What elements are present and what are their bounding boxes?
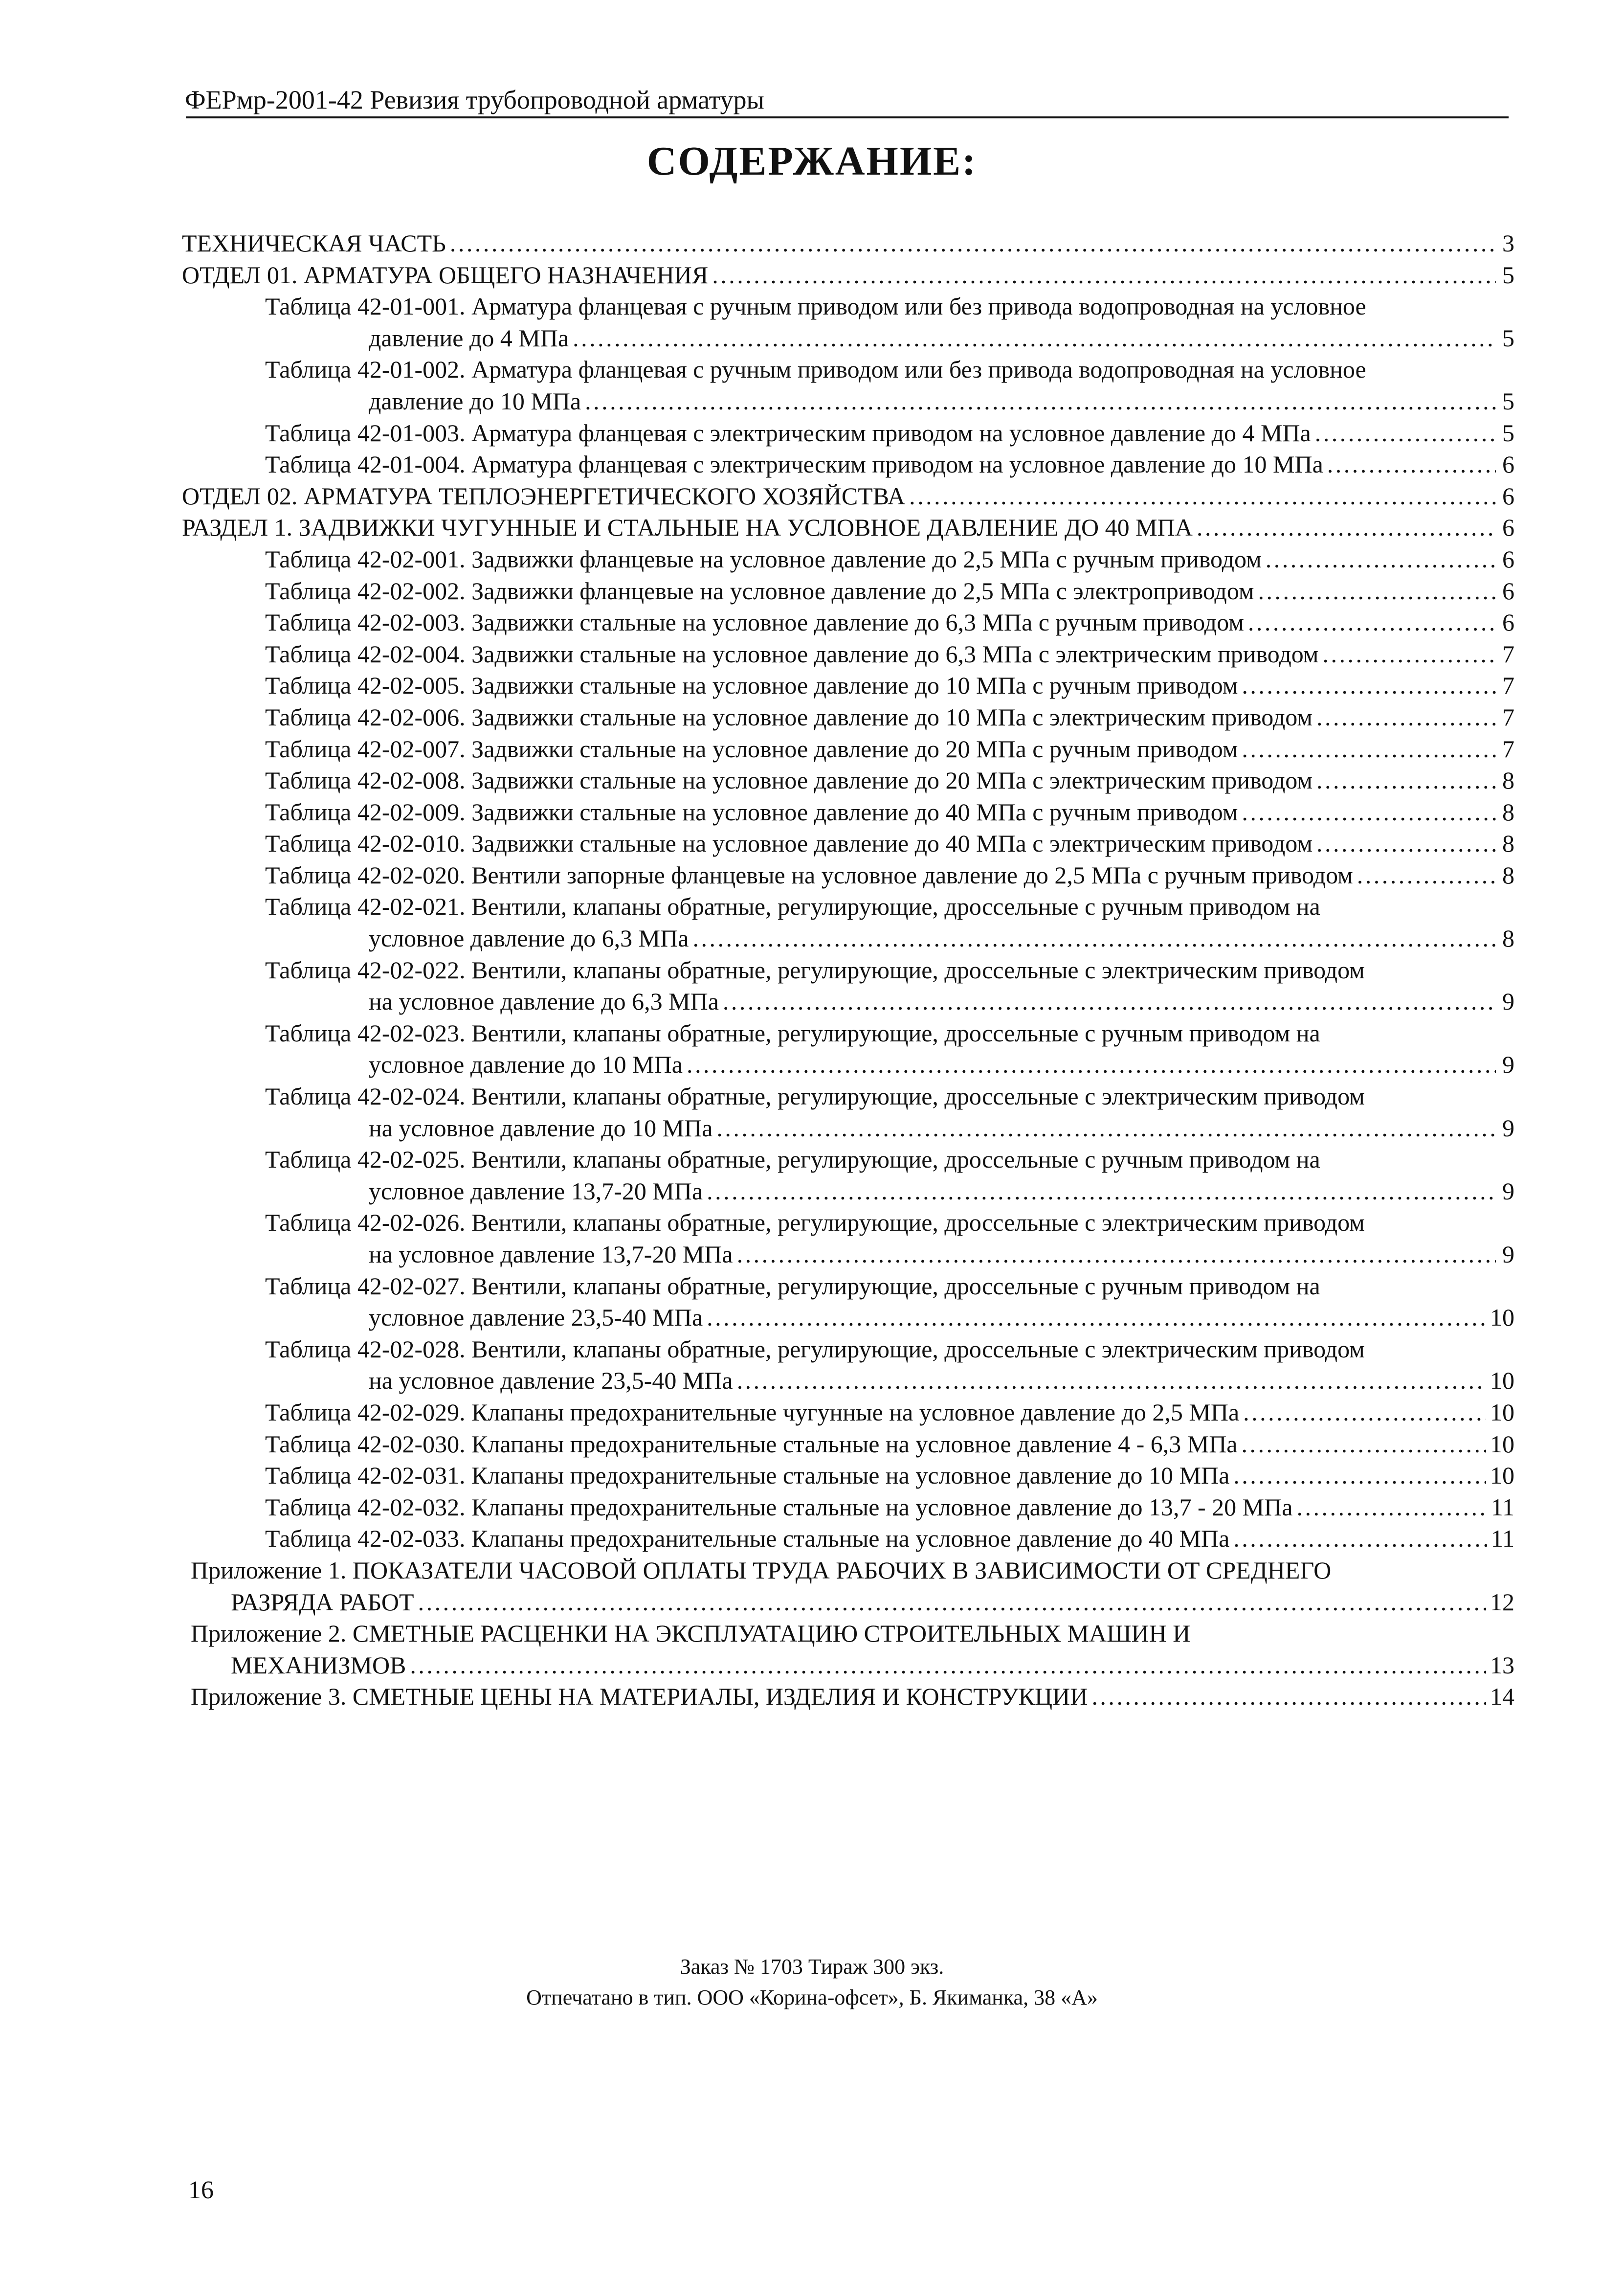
dot-leader — [1243, 1397, 1486, 1428]
toc-entry-page: 5 — [1502, 324, 1514, 352]
toc-entry-page: 10 — [1490, 1430, 1514, 1458]
toc-entry-page: 7 — [1502, 640, 1514, 668]
toc-entry[interactable] — [182, 227, 1514, 259]
page-number: 16 — [188, 2176, 214, 2204]
dot-leader — [585, 385, 1496, 417]
toc-entry-page: 9 — [1502, 1051, 1514, 1079]
toc-entry-title: условное давление до 10 МПа — [369, 1051, 683, 1079]
dot-leader — [1357, 859, 1496, 891]
toc-entry-title: Таблица 42-02-031. Клапаны предохранительные стальные на условное давление до 10 МПа — [265, 1462, 1230, 1489]
toc-entry-page: 10 — [1490, 1304, 1514, 1331]
toc-entry-title: ТЕХНИЧЕСКАЯ ЧАСТЬ — [182, 229, 446, 257]
toc-entry-page: 8 — [1502, 830, 1514, 857]
toc-entry-title: Таблица 42-02-032. Клапаны предохранительные стальные на условное давление до 13,7 - 20 МПа — [265, 1493, 1293, 1521]
toc-entry[interactable] — [182, 1081, 1514, 1144]
toc-entry-page: 13 — [1490, 1651, 1514, 1679]
toc-entry-title-first-line: Таблица 42-02-022. Вентили, клапаны обратные, регулирующие, дроссельные с электрическим приводом — [265, 956, 1365, 984]
toc-entry[interactable] — [182, 1017, 1514, 1081]
dot-leader — [1242, 1428, 1486, 1460]
toc-entry[interactable] — [182, 796, 1514, 828]
dot-leader — [707, 1302, 1486, 1333]
toc-entry-title-first-line: Таблица 42-02-024. Вентили, клапаны обратные, регулирующие, дроссельные с электрическим приводом — [265, 1082, 1365, 1110]
dot-leader — [1242, 796, 1496, 828]
dot-leader — [1242, 733, 1496, 765]
dot-leader — [410, 1649, 1486, 1681]
dot-leader — [573, 322, 1496, 354]
dot-leader — [687, 1049, 1496, 1081]
toc-entry[interactable] — [182, 449, 1514, 480]
dot-leader — [1316, 701, 1496, 733]
toc-entry-title: давление до 10 МПа — [369, 387, 581, 415]
toc-entry[interactable] — [182, 891, 1514, 954]
dot-leader — [692, 923, 1496, 954]
toc-entry-title-first-line: Таблица 42-02-025. Вентили, клапаны обратные, регулирующие, дроссельные с ручным приводом на — [265, 1146, 1320, 1173]
toc-entry-title: Таблица 42-02-006. Задвижки стальные на условное давление до 10 МПа с электрическим приводом — [265, 703, 1313, 731]
toc-entry-page: 10 — [1490, 1367, 1514, 1395]
toc-entry-title-first-line: Таблица 42-01-001. Арматура фланцевая с ручным приводом или без привода водопроводная на условное — [265, 293, 1366, 320]
toc-entry-title: Таблица 42-02-008. Задвижки стальные на условное давление до 20 МПа с электрическим приводом — [265, 767, 1313, 794]
toc-entry-title: Таблица 42-02-003. Задвижки стальные на условное давление до 6,3 МПа с ручным приводом — [265, 609, 1244, 636]
dot-leader — [1315, 417, 1496, 449]
toc-entry[interactable] — [182, 575, 1514, 607]
toc-entry-page: 6 — [1502, 451, 1514, 478]
toc-entry[interactable] — [182, 354, 1514, 417]
toc-entry[interactable] — [182, 1333, 1514, 1397]
toc-entry-title: на условное давление 23,5-40 МПа — [369, 1367, 733, 1395]
toc-entry[interactable] — [182, 670, 1514, 701]
toc-entry[interactable] — [182, 1555, 1514, 1618]
toc-entry-title: РАЗДЕЛ 1. ЗАДВИЖКИ ЧУГУННЫЕ И СТАЛЬНЫЕ НА УСЛОВНОЕ ДАВЛЕНИЕ ДО 40 МПА — [182, 514, 1193, 541]
toc-entry[interactable] — [182, 1491, 1514, 1523]
toc-entry[interactable] — [182, 512, 1514, 543]
toc-entry[interactable] — [182, 417, 1514, 449]
toc-entry-title: Таблица 42-02-029. Клапаны предохранительные чугунные на условное давление до 2,5 МПа — [265, 1398, 1240, 1426]
toc-entry-title: Таблица 42-02-007. Задвижки стальные на условное давление до 20 МПа с ручным приводом — [265, 735, 1238, 763]
toc-entry-title: на условное давление 13,7-20 МПа — [369, 1240, 733, 1268]
toc-entry-page: 5 — [1502, 419, 1514, 447]
toc-entry-title-first-line: Таблица 42-02-023. Вентили, клапаны обратные, регулирующие, дроссельные с ручным приводом на — [265, 1019, 1320, 1047]
dot-leader — [1233, 1523, 1487, 1555]
toc-entry[interactable] — [182, 291, 1514, 354]
toc-entry-page: 6 — [1502, 482, 1514, 510]
toc-entry[interactable] — [182, 1523, 1514, 1555]
toc-entry-page: 8 — [1502, 924, 1514, 952]
dot-leader — [1316, 828, 1496, 859]
toc-entry-page: 10 — [1490, 1398, 1514, 1426]
toc-entry-title-first-line: Приложение 2. СМЕТНЫЕ РАСЦЕНКИ НА ЭКСПЛУАТАЦИЮ СТРОИТЕЛЬНЫХ МАШИН И — [191, 1620, 1191, 1647]
toc-entry-title-first-line: Таблица 42-02-021. Вентили, клапаны обратные, регулирующие, дроссельные с ручным приводом на — [265, 893, 1320, 921]
toc-entry[interactable] — [182, 701, 1514, 733]
header-rule — [186, 116, 1509, 118]
dot-leader — [1322, 638, 1496, 670]
toc-entry[interactable] — [182, 954, 1514, 1017]
toc-entry-page: 7 — [1502, 672, 1514, 699]
toc-entry[interactable] — [182, 828, 1514, 859]
toc-entry-page: 8 — [1502, 767, 1514, 794]
toc-entry-title: РАЗРЯДА РАБОТ — [231, 1588, 414, 1616]
toc-entry-page: 3 — [1502, 229, 1514, 257]
toc-entry-page: 5 — [1502, 261, 1514, 289]
toc-entry[interactable] — [182, 1270, 1514, 1333]
toc-entry-title: Таблица 42-01-004. Арматура фланцевая с электрическим приводом на условное давление до 10 МПа — [265, 451, 1323, 478]
dot-leader — [909, 480, 1496, 512]
toc-entry-page: 6 — [1502, 545, 1514, 573]
toc-entry[interactable] — [182, 1144, 1514, 1207]
toc-entry-title-first-line: Приложение 1. ПОКАЗАТЕЛИ ЧАСОВОЙ ОПЛАТЫ ТРУДА РАБОЧИХ В ЗАВИСИМОСТИ ОТ СРЕДНЕГО — [191, 1556, 1332, 1584]
dot-leader — [723, 986, 1496, 1017]
toc-entry-title: ОТДЕЛ 01. АРМАТУРА ОБЩЕГО НАЗНАЧЕНИЯ — [182, 261, 709, 289]
toc-entry-title: Таблица 42-02-001. Задвижки фланцевые на условное давление до 2,5 МПа с ручным приводом — [265, 545, 1262, 573]
toc-entry[interactable] — [182, 638, 1514, 670]
toc-entry-title: Таблица 42-02-010. Задвижки стальные на условное давление до 40 МПа с электрическим приводом — [265, 830, 1313, 857]
dot-leader — [450, 227, 1496, 259]
toc-entry-page: 7 — [1502, 735, 1514, 763]
toc-entry-page: 5 — [1502, 387, 1514, 415]
dot-leader — [1197, 512, 1496, 543]
dot-leader — [716, 1112, 1496, 1144]
toc-entry-page: 11 — [1491, 1493, 1514, 1521]
toc-entry[interactable] — [182, 765, 1514, 796]
dot-leader — [1327, 449, 1496, 480]
toc-entry-page: 12 — [1490, 1588, 1514, 1616]
toc-entry-page: 9 — [1502, 1114, 1514, 1142]
toc-entry-title: Таблица 42-02-004. Задвижки стальные на условное давление до 6,3 МПа с электрическим приводом — [265, 640, 1319, 668]
imprint-printer-line: Отпечатано в тип. ООО «Корина-офсет», Б. Якиманка, 38 «А» — [526, 1985, 1098, 2009]
toc-entry-title: Таблица 42-02-009. Задвижки стальные на условное давление до 40 МПа с ручным приводом — [265, 798, 1238, 826]
toc-entry-page: 14 — [1490, 1683, 1514, 1711]
dot-leader — [1316, 765, 1496, 796]
dot-leader — [418, 1586, 1486, 1618]
toc-entry-title: условное давление 13,7-20 МПа — [369, 1177, 703, 1205]
toc-entry-title: Приложение 3. СМЕТНЫЕ ЦЕНЫ НА МАТЕРИАЛЫ, ИЗДЕЛИЯ И КОНСТРУКЦИИ — [191, 1683, 1088, 1711]
toc-entry-page: 11 — [1491, 1525, 1514, 1553]
toc-entry-title: условное давление 23,5-40 МПа — [369, 1304, 703, 1331]
dot-leader — [1233, 1460, 1486, 1491]
toc-entry-title: Таблица 42-02-030. Клапаны предохранительные стальные на условное давление 4 - 6,3 МПа — [265, 1430, 1238, 1458]
toc-entry-page: 9 — [1502, 1240, 1514, 1268]
toc-entry-page: 8 — [1502, 861, 1514, 889]
dot-leader — [1242, 670, 1496, 701]
toc-entry[interactable] — [182, 607, 1514, 638]
toc-entry[interactable] — [182, 543, 1514, 575]
contents-heading: СОДЕРЖАНИЕ: — [646, 138, 978, 184]
toc-entry-page: 7 — [1502, 703, 1514, 731]
toc-entry-page: 6 — [1502, 577, 1514, 605]
toc-entry[interactable] — [182, 859, 1514, 891]
toc-entry-title-first-line: Таблица 42-01-002. Арматура фланцевая с ручным приводом или без привода водопроводная на условное — [265, 356, 1366, 383]
toc-entry-page: 6 — [1502, 609, 1514, 636]
dot-leader — [1091, 1681, 1486, 1713]
toc-entry-page: 9 — [1502, 988, 1514, 1015]
toc-entry-title: давление до 4 МПа — [369, 324, 569, 352]
toc-entry[interactable] — [182, 1460, 1514, 1491]
toc-entry-title-first-line: Таблица 42-02-027. Вентили, клапаны обратные, регулирующие, дроссельные с ручным приводом на — [265, 1272, 1320, 1300]
dot-leader — [707, 1175, 1496, 1207]
toc-entry-title-first-line: Таблица 42-02-028. Вентили, клапаны обратные, регулирующие, дроссельные с электрическим приводом — [265, 1335, 1365, 1363]
toc-entry-title: Таблица 42-02-002. Задвижки фланцевые на условное давление до 2,5 МПа с электроприводом — [265, 577, 1254, 605]
toc-entry[interactable] — [182, 1397, 1514, 1428]
toc-entry-title: условное давление до 6,3 МПа — [369, 924, 689, 952]
toc-entry-page: 10 — [1490, 1462, 1514, 1489]
toc-entry[interactable] — [182, 733, 1514, 765]
toc-entry-title: МЕХАНИЗМОВ — [231, 1651, 406, 1679]
toc-entry[interactable] — [182, 1428, 1514, 1460]
toc-entry-title: Таблица 42-01-003. Арматура фланцевая с электрическим приводом на условное давление до 4 МПа — [265, 419, 1311, 447]
dot-leader — [1258, 575, 1496, 607]
dot-leader — [737, 1239, 1496, 1270]
dot-leader — [1296, 1491, 1487, 1523]
dot-leader — [1248, 607, 1496, 638]
toc-entry-title-first-line: Таблица 42-02-026. Вентили, клапаны обратные, регулирующие, дроссельные с электрическим приводом — [265, 1209, 1365, 1237]
running-header-title: ФЕРмр-2001-42 Ревизия трубопроводной арматуры — [185, 85, 764, 114]
toc-entry-title: Таблица 42-02-005. Задвижки стальные на условное давление до 10 МПа с ручным приводом — [265, 672, 1238, 699]
imprint-order-line: Заказ № 1703 Тираж 300 экз. — [680, 1955, 944, 1979]
table-of-contents — [182, 227, 1514, 1713]
toc-entry-title: на условное давление до 10 МПа — [369, 1114, 713, 1142]
toc-entry-title: ОТДЕЛ 02. АРМАТУРА ТЕПЛОЭНЕРГЕТИЧЕСКОГО ХОЗЯЙСТВА — [182, 482, 906, 510]
toc-entry[interactable] — [182, 259, 1514, 291]
toc-entry-page: 6 — [1502, 514, 1514, 541]
toc-entry-page: 8 — [1502, 798, 1514, 826]
toc-entry[interactable] — [182, 1618, 1514, 1681]
toc-entry[interactable] — [182, 1681, 1514, 1713]
dot-leader — [737, 1365, 1486, 1397]
toc-entry-title: Таблица 42-02-020. Вентили запорные фланцевые на условное давление до 2,5 МПа с ручным приводом — [265, 861, 1353, 889]
dot-leader — [1266, 543, 1496, 575]
toc-entry-title: Таблица 42-02-033. Клапаны предохранительные стальные на условное давление до 40 МПа — [265, 1525, 1230, 1553]
toc-entry[interactable] — [182, 1207, 1514, 1270]
toc-entry-page: 9 — [1502, 1177, 1514, 1205]
toc-entry[interactable] — [182, 480, 1514, 512]
dot-leader — [712, 259, 1496, 291]
toc-entry-title: на условное давление до 6,3 МПа — [369, 988, 719, 1015]
